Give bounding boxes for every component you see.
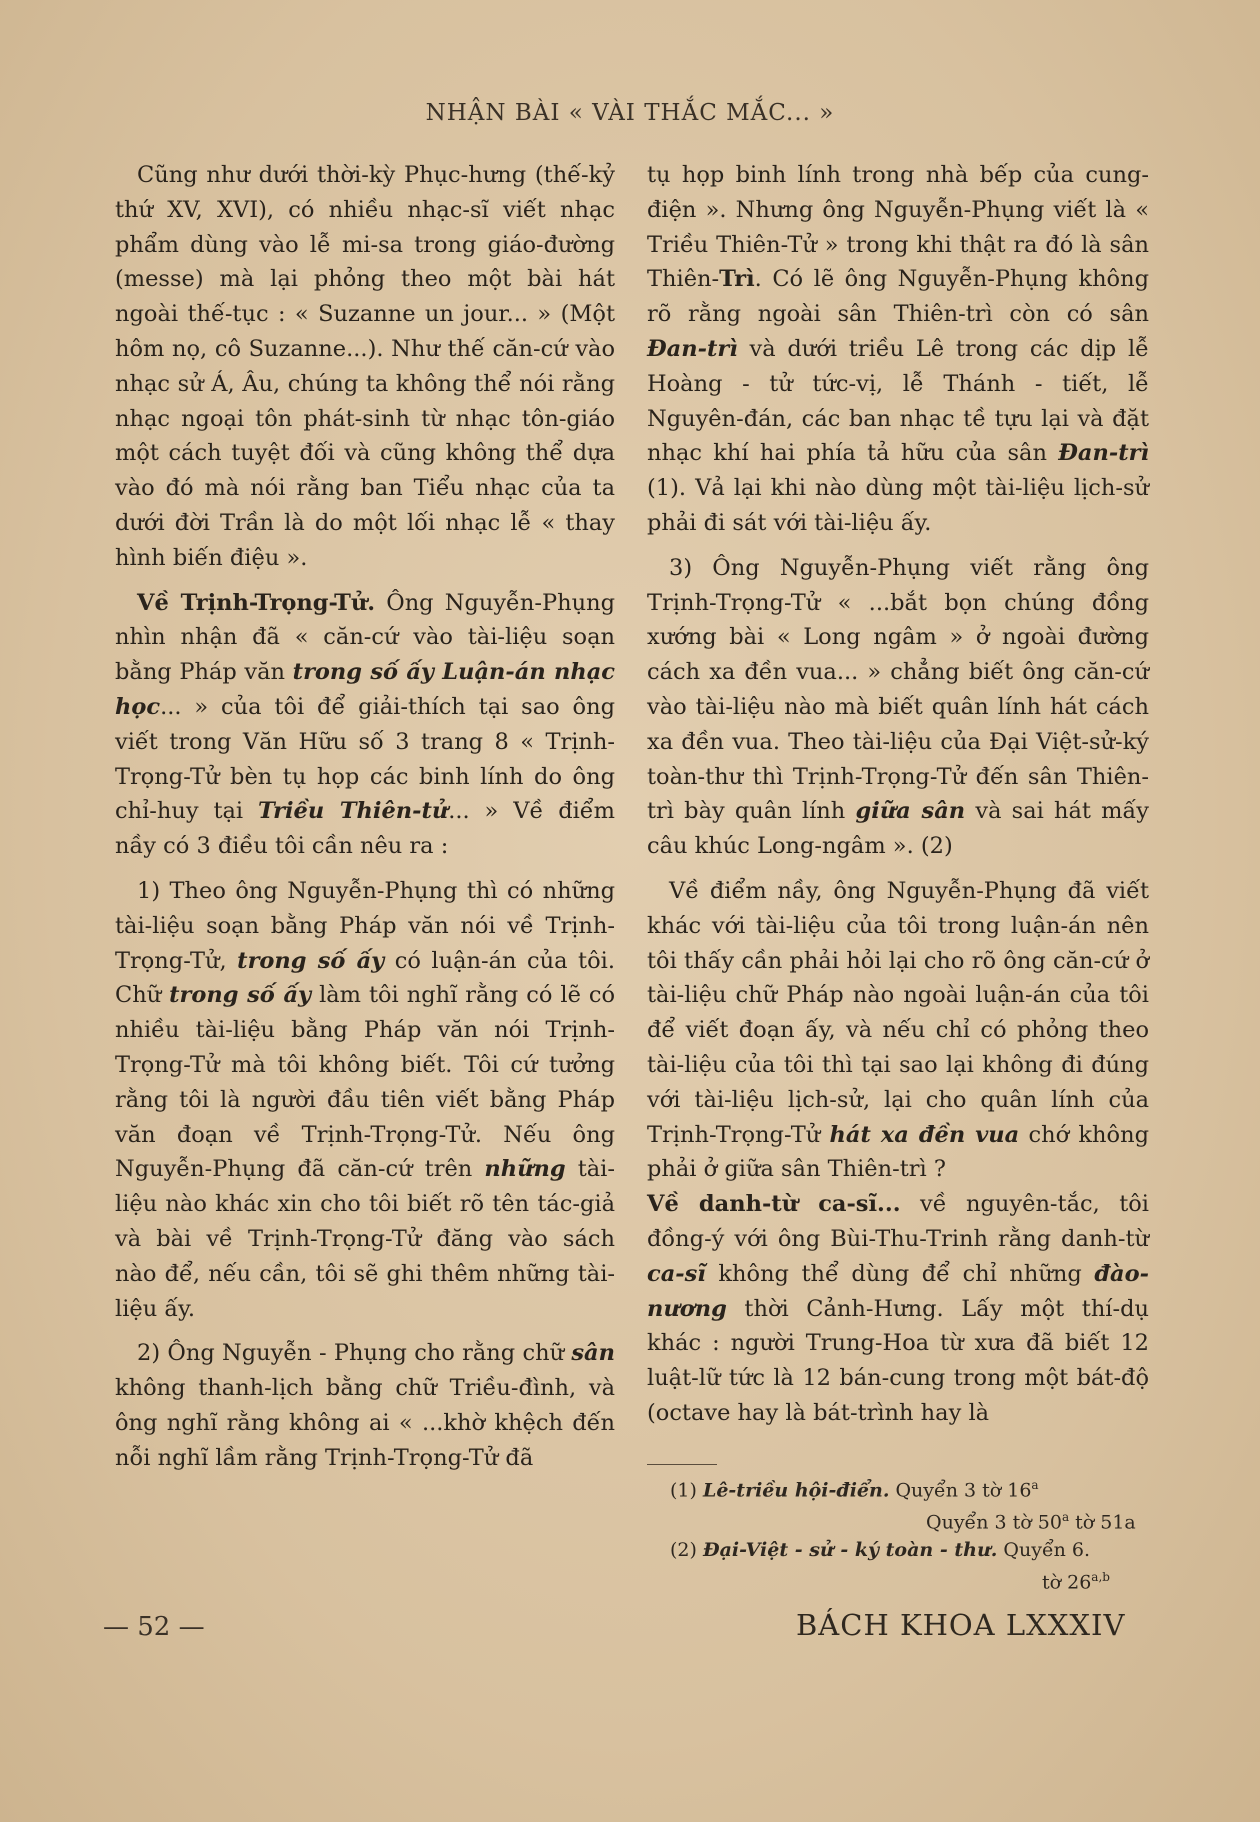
paragraph: Cũng như dưới thời-kỳ Phục-hưng (thế-kỷ thứ XV, XVI), có nhiều nhạc-sĩ viết nhạc phẩm dùng vào lễ mi-sa trong giáo-đường (messe) mà lại phỏng theo một bài hát ngoài thế-tục : « Suzanne un jour... » (Một hôm nọ, cô Suzanne...). Như thế căn-cứ vào nhạc sử Á, Âu, chúng ta không thể nói rằng nhạc ngoại tôn phát-sinh từ nhạc tôn-giáo một cách tuyệt đối và cũng không thể dựa vào đó mà nói rằng ban Tiểu nhạc của ta dưới đời Trần là do một lối nhạc lễ « thay hình biến điệu ». (115, 162, 615, 571)
emphasis: trong số ấy (169, 982, 312, 1009)
superscript: a (1061, 1510, 1070, 1525)
emphasis: Đan-trì (647, 335, 738, 362)
text: ... » của tôi để giải-thích tại sao ông viết trong Văn Hữu số 3 trang 8 « Trịnh-Trọng-Tử bèn tụ họp các binh lính do ông chỉ-huy tại (115, 693, 615, 825)
paragraph (647, 158, 1149, 541)
text: tài-liệu nào khác xin cho tôi biết rõ tên tác-giả và bài về Trịnh-Trọng-Tử đăng vào sách nào để, nếu cần, tôi sẽ ghi thêm những tài-liệu ấy. (115, 1156, 615, 1322)
text: ... » Về điểm nầy có 3 điều tôi cần nêu ra : (115, 798, 615, 860)
footnote-2-cont (670, 1564, 1150, 1596)
page-number: — 52 — (103, 1612, 205, 1642)
footnotes (670, 1472, 1150, 1596)
superscript: a,b (1091, 1569, 1110, 1584)
superscript: a (1031, 1478, 1039, 1492)
text: tụ họp binh lính trong nhà bếp của cung-điện ». Nhưng ông Nguyễn-Phụng viết là « Triều Thiên-Tử » trong khi thật ra đó là sân Thiên- (647, 162, 1149, 293)
emphasis: những (484, 1156, 566, 1183)
text: tờ 26 (1042, 1570, 1092, 1593)
text: Về điểm nầy, ông Nguyễn-Phụng đã viết khác với tài-liệu của tôi trong luận-án nên tôi thấy cần phải hỏi lại cho rõ ông căn-cứ ở tài-liệu chữ Pháp nào ngoài luận-án của tôi để viết đoạn ấy, và nếu chỉ có phỏng theo tài-liệu của tôi thì tại sao lại không đi đúng với tài-liệu lịch-sử, lại cho quân lính của Trịnh-Trọng-Tử (647, 877, 1149, 1148)
emphasis: Triều Thiên-tử (258, 798, 449, 825)
footnote-1 (670, 1472, 1150, 1504)
footnote-title: Đại-Việt - sử - ký toàn - thư. (702, 1538, 998, 1561)
emphasis: sân (571, 1340, 615, 1367)
emphasis: trong số ấy (237, 947, 385, 974)
footnote-1-cont (670, 1504, 1150, 1536)
footnote-title: Lê-triều hội-điển. (702, 1479, 890, 1502)
text: 1) Theo ông Nguyễn-Phụng thì có những tài-liệu soạn bằng Pháp văn nói về Trịnh-Trọng-Tử, (115, 877, 615, 974)
text: thời Cảnh-Hưng. Lấy một thí-dụ khác : người Trung-Hoa từ xưa đã biết 12 luật-lữ tức là 12 bán-cung trong một bát-độ (octave hay là bát-trình hay là (647, 1295, 1149, 1426)
left-column (115, 158, 615, 1475)
journal-name: BÁCH KHOA LXXXIV (796, 1608, 1126, 1642)
text: tờ 51a (1069, 1511, 1136, 1534)
emphasis: trong số ấy Luận-án nhạc học (115, 659, 615, 720)
footnote-2 (670, 1537, 1150, 1564)
text: chớ không phải ở giữa sân Thiên-trì ? (647, 1121, 1149, 1183)
text: . Có lẽ ông Nguyễn-Phụng không rõ rằng ngoài sân Thiên-trì còn có sân (647, 266, 1149, 328)
right-column (647, 158, 1149, 1431)
text: và dưới triều Lê trong các dịp lễ Hoàng - tử tức-vị, lễ Thánh - tiết, lễ Nguyên-đán, các ban nhạc tề tựu lại và đặt nhạc khí hai phía tả hữu của sân (647, 335, 1149, 467)
paragraph (115, 874, 615, 1326)
text: 3) Ông Nguyễn-Phụng viết rằng ông Trịnh-Trọng-Tử « ...bắt bọn chúng đồng xướng bài « Long ngâm » ở ngoài đường cách xa đền vua... » chẳng biết ông căn-cứ vào tài-liệu nào mà biết quân lính hát cách xa đền vua. Theo tài-liệu của Đại Việt-sử-ký toàn-thư thì Trịnh-Trọng-Tử đến sân Thiên-trì bày quân lính (647, 554, 1149, 825)
text: Quyển 6. (997, 1538, 1091, 1561)
section-heading: Về Trịnh-Trọng-Tử. (137, 589, 376, 616)
emphasis: giữa sân (855, 798, 966, 825)
emphasis: Đan-trì (1058, 440, 1149, 467)
text: không thanh-lịch bằng chữ Triều-đình, và ông nghĩ rằng không ai « ...khờ khệch đến nỗi nghĩ lầm rằng Trịnh-Trọng-Tử đã (115, 1375, 615, 1471)
footnote-label: (2) (670, 1538, 697, 1561)
paragraph (115, 586, 615, 864)
emphasis: đào-nương (647, 1260, 1149, 1322)
text: Quyển 3 tờ 16 (889, 1479, 1032, 1502)
emphasis: hát xa đền vua (829, 1121, 1020, 1148)
paragraph (647, 874, 1149, 1187)
paragraph (115, 1336, 615, 1475)
text: (1). Vả lại khi nào dùng một tài-liệu lịch-sử phải đi sát với tài-liệu ấy. (647, 475, 1149, 536)
emphasis: Trì (719, 266, 755, 293)
paragraph (647, 1187, 1149, 1431)
paragraph (647, 551, 1149, 864)
text: và sai hát mấy câu khúc Long-ngâm ». (2) (647, 798, 1149, 860)
text: làm tôi nghĩ rằng có lẽ có nhiều tài-liệu bằng Pháp văn nói Trịnh-Trọng-Tử mà tôi không biết. Tôi cứ tưởng rằng tôi là người đầu tiên viết bằng Pháp văn đoạn về Trịnh-Trọng-Tử. Nếu ông Nguyễn-Phụng đã căn-cứ trên (115, 982, 615, 1183)
section-heading: Về danh-từ ca-sĩ... (647, 1191, 901, 1218)
text: 2) Ông Nguyễn - Phụng cho rằng chữ (137, 1340, 572, 1367)
footnote-label: (1) (670, 1479, 697, 1502)
text: không thể dùng để chỉ những (705, 1260, 1095, 1287)
emphasis: ca-sĩ (647, 1260, 706, 1287)
running-header: NHẬN BÀI « VÀI THẮC MẮC... » (425, 100, 835, 126)
text: Quyển 3 tờ 50 (926, 1511, 1062, 1534)
footnote-divider (647, 1464, 717, 1465)
text: Ông Nguyễn-Phụng nhìn nhận đã « căn-cứ vào tài-liệu soạn bằng Pháp văn (115, 589, 615, 686)
text: về nguyên-tắc, tôi đồng-ý với ông Bùi-Thu-Trinh rằng danh-từ (647, 1191, 1149, 1252)
text: có luận-án của tôi. Chữ (115, 947, 615, 1009)
